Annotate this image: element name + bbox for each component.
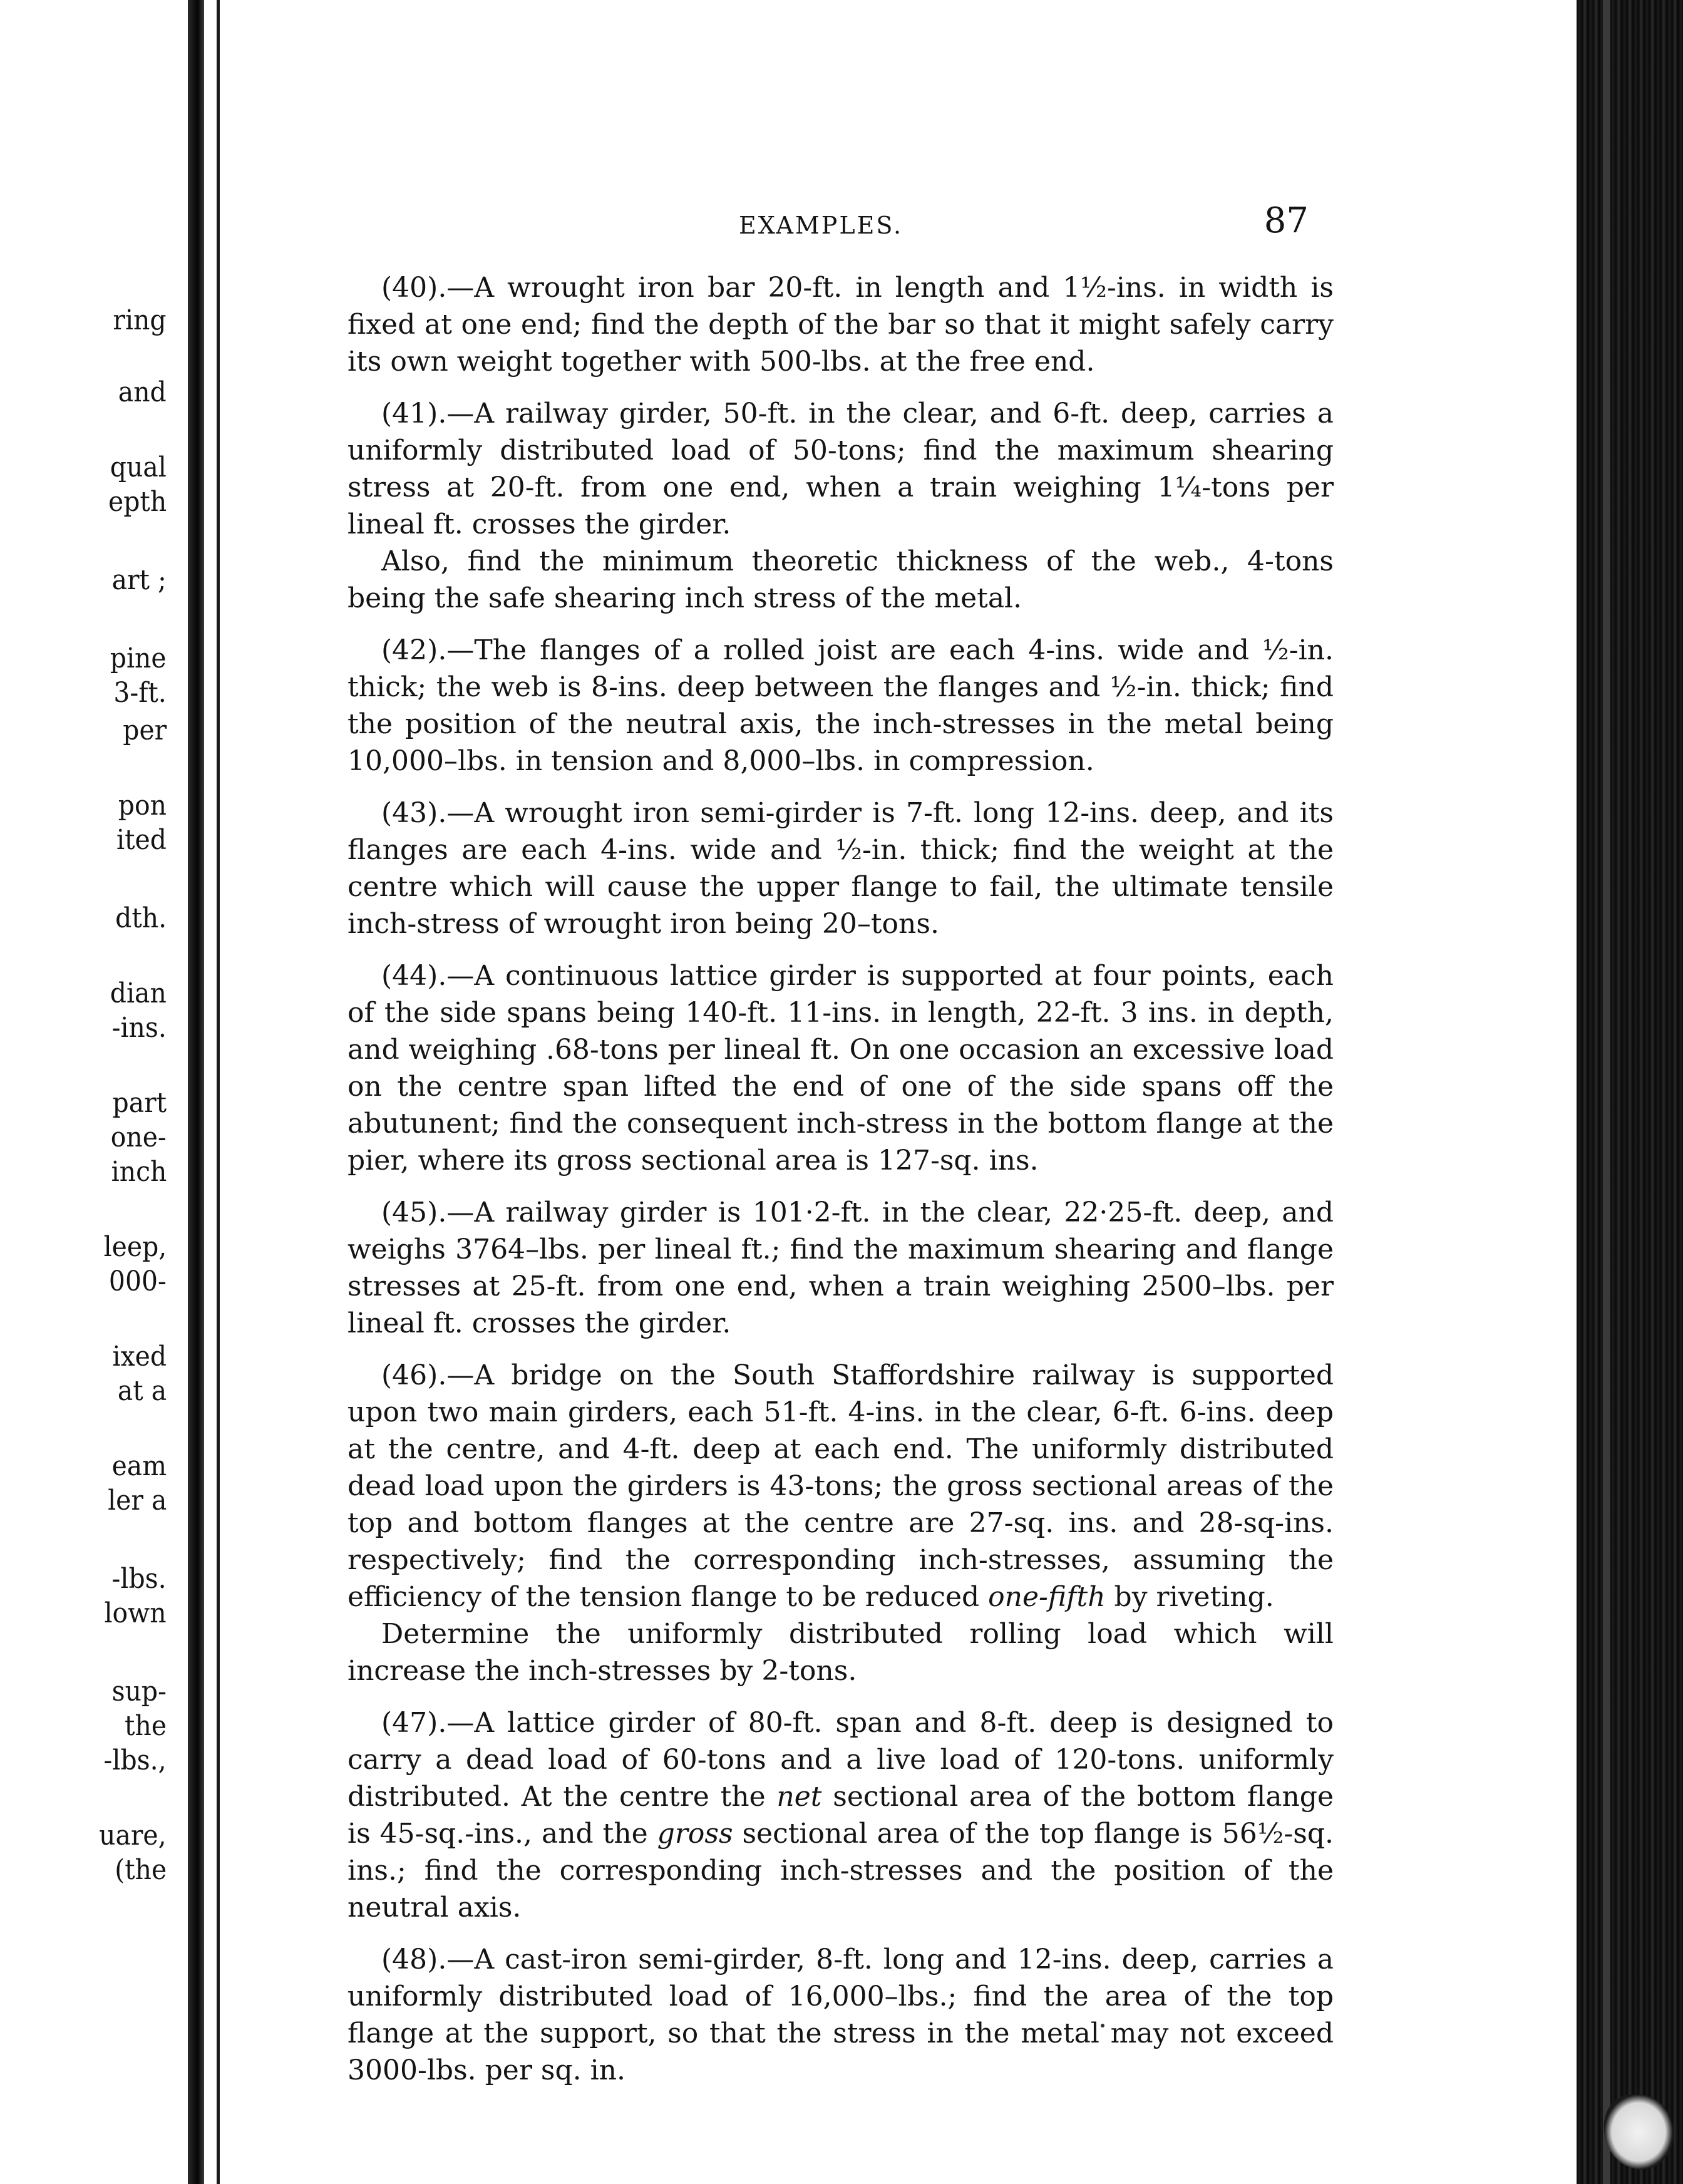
left-fragment: dth.	[115, 902, 167, 934]
dash: —	[446, 797, 475, 829]
example-number: (44).	[381, 960, 447, 992]
example-text: A continuous lattice girder is supported at four points, each of the side spans being 140-ft. 11-ins. in length, 22-ft. 3 ins. in depth, and weighing .68-tons per lineal ft. On one occasion an excessive load on the centre span lifted the end of one of the side spans off the abutunent; find the consequent inch-stress in the bottom flange at the pier, where its gross sectional area is 127-sq. ins.	[347, 960, 1334, 1177]
page-header	[351, 200, 1321, 244]
gutter-shadow-line	[217, 0, 220, 2184]
example-46-continuation: Determine the uniformly distributed rolling load which will increase the inch-stresses by 2-tons.	[347, 1618, 1334, 1687]
page-edge-shadow	[1603, 0, 1610, 2184]
left-fragment: pon	[118, 790, 167, 822]
example-47	[347, 1704, 1334, 1926]
emphasis-text: net	[776, 1781, 822, 1813]
left-fragment: qual	[110, 451, 167, 483]
left-fragment: dian	[110, 977, 167, 1009]
example-number: (47).	[381, 1707, 447, 1739]
left-fragment: -ins.	[111, 1012, 167, 1044]
left-facing-page-fragments	[0, 0, 185, 2184]
example-text: A cast-iron semi-girder, 8-ft. long and 12-ins. deep, carries a uniformly distributed load of 16,000–lbs.; find the area of the top flange at the support, so that the stress in the metal may not exceed 3000-lbs. per sq. in.	[347, 1944, 1334, 2086]
example-number: (42).	[381, 634, 447, 666]
example-45	[347, 1194, 1334, 1342]
left-fragment: the	[124, 1710, 167, 1742]
book-page-edges	[1577, 0, 1683, 2184]
emphasis-text: one-fifth	[988, 1581, 1106, 1613]
left-fragment: part	[112, 1087, 167, 1119]
example-number: (41).	[381, 398, 447, 430]
example-text: by riveting.	[1105, 1581, 1274, 1613]
left-fragment: ring	[113, 304, 167, 336]
left-fragment: art ;	[111, 564, 167, 596]
left-fragment: at a	[117, 1375, 167, 1407]
left-fragment: -lbs.,	[103, 1744, 167, 1776]
left-fragment: epth	[108, 486, 167, 518]
dash: —	[446, 634, 475, 666]
left-fragment: pine	[110, 642, 167, 674]
dash: —	[446, 1707, 475, 1739]
example-42	[347, 632, 1334, 780]
example-text: A lattice girder of 80-ft. span and 8-ft. deep is designed to carry a dead load of 60-tons and a live load of 120-tons. uniformly distributed. At the centre the	[347, 1707, 1334, 1813]
left-fragment: per	[123, 714, 167, 746]
left-fragment: and	[118, 376, 167, 408]
book-gutter	[188, 0, 204, 2184]
example-number: (48).	[381, 1944, 447, 1975]
example-text: A railway girder, 50-ft. in the clear, and 6-ft. deep, carries a uniformly distributed load of 50-tons; find the maximum shearing stress at 20-ft. from one end, when a train weighing 1¼-tons per lineal ft. crosses the girder.	[347, 398, 1334, 540]
example-text: sectional area of the top flange is 56½-sq. ins.; find the corresponding inch-stresses and the position of the neutral axis.	[347, 1818, 1334, 1924]
example-text: A wrought iron semi-girder is 7-ft. long 12-ins. deep, and its flanges are each 4-ins. wide and ½-in. thick; find the weight at the centre which will cause the upper flange to fail, the ultimate tensile inch-stress of wrought iron being 20–tons.	[347, 797, 1334, 940]
left-fragment: uare,	[99, 1820, 167, 1852]
dash: —	[446, 398, 475, 430]
left-fragment: sup-	[111, 1676, 167, 1708]
dash: —	[446, 960, 475, 992]
example-41-continuation: Also, find the minimum theoretic thickness of the web., 4-tons being the safe shearing inch stress of the metal.	[347, 545, 1334, 614]
example-41	[347, 395, 1334, 543]
running-head: EXAMPLES.	[739, 212, 903, 239]
example-40	[347, 269, 1334, 380]
example-48	[347, 1941, 1334, 2089]
example-46	[347, 1357, 1334, 1615]
example-number: (40).	[381, 272, 447, 304]
dash: —	[446, 1197, 475, 1228]
example-number: (43).	[381, 797, 447, 829]
left-fragment: one-	[110, 1121, 167, 1153]
left-fragment: 000-	[109, 1265, 167, 1297]
example-text: The flanges of a rolled joist are each 4-ins. wide and ½-in. thick; the web is 8-ins. deep between the flanges and ½-in. thick; find the position of the neutral axis, the inch-stresses in the metal being 10,000–lbs. in tension and 8,000–lbs. in compression.	[347, 634, 1334, 777]
left-fragment: ler a	[107, 1485, 167, 1517]
left-fragment: (the	[115, 1854, 167, 1886]
left-fragment: inch	[111, 1156, 167, 1188]
dash: —	[446, 1944, 475, 1975]
left-fragment: eam	[111, 1450, 167, 1482]
left-fragment: -lbs.	[111, 1563, 167, 1595]
example-number: (45).	[381, 1197, 447, 1228]
example-text: A railway girder is 101·2-ft. in the clear, 22·25-ft. deep, and weighs 3764–lbs. per lineal ft.; find the maximum shearing and flange stresses at 25-ft. from one end, when a train weighing 2500–lbs. per lineal ft. crosses the girder.	[347, 1197, 1334, 1339]
example-text: A bridge on the South Staffordshire railway is supported upon two main girders, each 51-ft. 4-ins. in the clear, 6-ft. 6-ins. deep at the centre, and 4-ft. deep at each end. The uniformly distributed dead load upon the girders is 43-tons; the gross sectional areas of the top and bottom flanges at the centre are 27-sq. ins. and 28-sq-ins. respectively; find the corresponding inch-stresses, assuming the efficiency of the tension flange to be reduced	[347, 1359, 1334, 1613]
left-fragment: ited	[116, 824, 167, 856]
example-text: A wrought iron bar 20-ft. in length and 1½-ins. in width is fixed at one end; find the depth of the bar so that it might safely carry its own weight together with 500-lbs. at the free end.	[347, 272, 1334, 378]
example-44	[347, 957, 1334, 1179]
examples-body	[347, 269, 1334, 2089]
left-fragment: leep,	[103, 1231, 167, 1263]
dash: —	[446, 1359, 475, 1391]
dash: —	[446, 272, 475, 304]
example-43	[347, 795, 1334, 942]
left-fragment: ixed	[112, 1341, 167, 1373]
example-number: (46).	[381, 1359, 447, 1391]
left-fragment: lown	[104, 1597, 167, 1629]
page-number: 87	[1264, 200, 1309, 241]
example-text: sectional area of the bottom flange is 45-sq.-ins., and the	[347, 1781, 1334, 1850]
emphasis-text: gross	[657, 1818, 733, 1850]
left-fragment: 3-ft.	[113, 677, 167, 709]
